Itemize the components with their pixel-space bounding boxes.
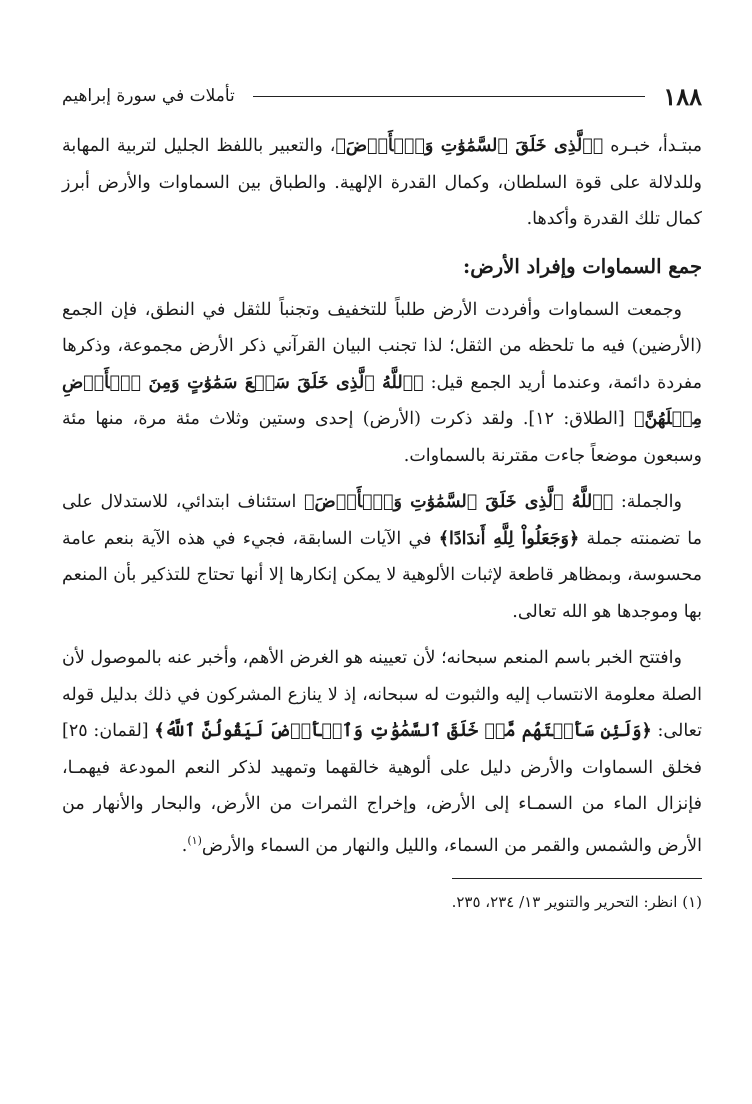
page-header	[62, 78, 702, 114]
text: ، والتعبير باللفظ الجليل لتربية المهابة وللدلالة على قوة السلطان، وكمال القدرة الإلهية. والطباق بين السماوات والأرض أبرز كمال تلك القدرة وأكدها.	[62, 136, 702, 229]
quran-verse: ﴿ٱللَّهُ ٱلَّذِى خَلَقَ سَبۡعَ سَمَٰوَٰتٍ وَمِنَ ٱلۡأَرۡضِ مِثۡلَهُنَّ﴾	[62, 372, 702, 429]
text: وافتتح الخبر باسم المنعم سبحانه؛ لأن تعيينه هو الغرض الأهم، وأخبر عنه بالموصول لأن الصلة معلومة الانتساب إليه والثبوت له سبحانه، إذ لا ينازع المشركون في ذلك بدليل قوله تعالى:	[62, 648, 702, 741]
quran-verse: ﴿ٱلَّذِى خَلَقَ ٱلسَّمَٰوَٰتِ وَٱلۡأَرۡضَ﴾	[335, 136, 604, 156]
text: مبتـدأ، خبـره	[603, 136, 702, 156]
text: [لقمان: ٢٥] فخلق السماوات والأرض دليل على ألوهية خالقهما وتمهيد لذكر النعم المودعة فيهمـا، فإنزال الماء من السمـاء إلى الأرض، وإخراج الثمرات من الأرض، والبحار والأنهار من الأرض والشمس والقمر من السماء، والليل والنهار من السماء والأرض	[62, 721, 702, 856]
text: [الطلاق: ١٢]. ولقد ذكرت (الأرض) إحدى وستين وثلاث مئة مرة، منها مئة وسبعون موضعاً جاءت مقترنة بالسماوات.	[62, 409, 702, 466]
paragraph-3	[62, 484, 702, 630]
footnote-reference[interactable]: (١)	[187, 833, 202, 847]
paragraph-2	[62, 292, 702, 475]
text: .	[181, 835, 188, 856]
quran-verse: ﴿وَلَئِن سَأَلۡتَهُم مَّنۡ خَلَقَ ٱلسَّمَٰوَٰتِ وَٱلۡأَرۡضَ لَيَقُولُنَّ ٱللَّهُ﴾	[154, 721, 652, 741]
page	[62, 78, 702, 915]
header-rule	[253, 96, 646, 97]
text: والجملة:	[613, 492, 682, 512]
text: وجمعت السماوات وأفردت الأرض طلباً للتخفيف وتجنباً للثقل في النطق، فإن الجمع (الأرضين) فيه ما تلحظه من الثقل؛ لذا تجنب البيان القرآني ذكر الأرض مجموعة، وذكرها مفردة دائمة، وعندما أريد الجمع قيل:	[62, 299, 702, 393]
running-title: تأملات في سورة إبراهيم	[62, 86, 235, 106]
paragraph-4	[62, 640, 702, 864]
paragraph-1	[62, 128, 702, 238]
text: في الآيات السابقة، فجيء في هذه الآية بنعم عامة محسوسة، وبمظاهر قاطعة لإثبات الألوهية لا يمكن إنكارها إلا أنها تحتاج للتذكير بأن المنعم بها وموجدها هو الله تعالى.	[62, 528, 702, 622]
quran-verse: ﴿وَجَعَلُواْ لِلَّهِ أَندَادًا﴾	[438, 528, 580, 549]
footnote-rule	[452, 878, 702, 879]
section-heading: جمع السماوات وإفراد الأرض:	[463, 254, 702, 278]
page-number: ١٨٨	[663, 81, 702, 111]
text: استئناف ابتدائي، للاستدلال على ما تضمنته جملة	[62, 492, 702, 549]
footnote: (١) انظر: التحرير والتنوير ١٣/ ٢٣٤، ٢٣٥.	[451, 892, 702, 911]
quran-verse: ﴿ٱللَّهُ ٱلَّذِى خَلَقَ ٱلسَّمَٰوَٰتِ وَٱلۡأَرۡضَ﴾	[304, 492, 614, 512]
